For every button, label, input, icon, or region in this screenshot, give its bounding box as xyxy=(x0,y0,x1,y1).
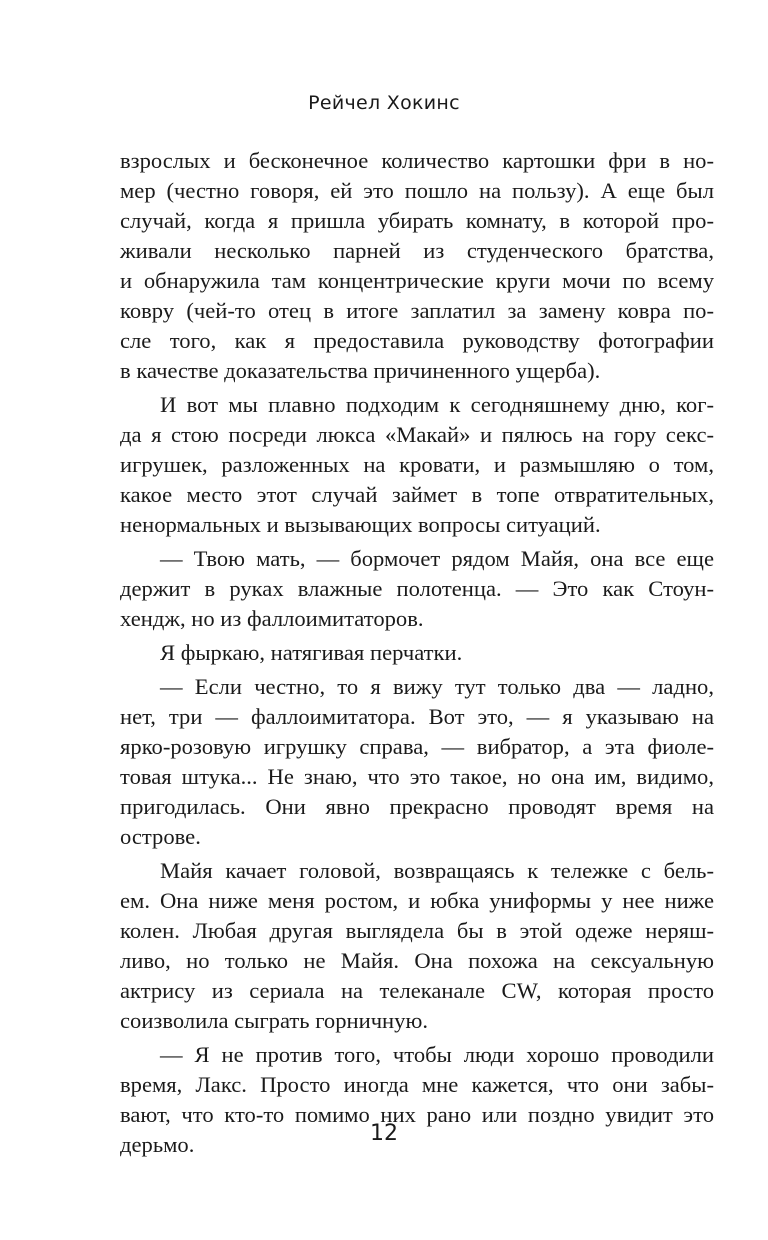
text-line: острове. xyxy=(120,824,201,849)
page-number: 12 xyxy=(370,1121,398,1146)
body-text xyxy=(120,146,714,1160)
text-line: пригодилась. Они явно прекрасно проводят время на xyxy=(120,794,714,819)
text-line: нет, три — фаллоимитатора. Вот это, — я указываю на xyxy=(120,704,714,729)
text-line: — Твою мать, — бормочет рядом Майя, она все еще xyxy=(160,546,714,571)
text-line: Я фыркаю, натягивая перчатки. xyxy=(160,640,463,665)
text-line: хендж, но из фаллоимитаторов. xyxy=(120,606,424,631)
text-line: дерьмо. xyxy=(120,1132,195,1157)
text-line: Майя качает головой, возвращаясь к тележке с бель- xyxy=(160,858,714,883)
text-line: и обнаружила там концентрические круги мочи по всему xyxy=(120,268,714,293)
text-line: игрушек, разложенных на кровати, и размышляю о том, xyxy=(120,452,714,477)
text-line: актрису из сериала на телеканале CW, которая просто xyxy=(120,978,714,1003)
text-line: в качестве доказательства причиненного ущерба). xyxy=(120,358,601,383)
text-line: случай, когда я пришла убирать комнату, в которой про- xyxy=(120,208,714,233)
text-line: ем. Она ниже меня ростом, и юбка униформы у нее ниже xyxy=(120,888,714,913)
text-line: время, Лакс. Просто иногда мне кажется, что они забы- xyxy=(120,1072,714,1097)
text-line: колен. Любая другая выглядела бы в этой одеже неряш- xyxy=(120,918,714,943)
text-line: да я стою посреди люкса «Макай» и пялюсь на гору секс- xyxy=(120,422,714,447)
text-line: ярко-розовую игрушку справа, — вибратор, а эта фиоле- xyxy=(120,734,714,759)
text-line: живали несколько парней из студенческого братства, xyxy=(120,238,714,263)
text-line: ненормальных и вызывающих вопросы ситуаций. xyxy=(120,512,601,537)
text-line: — Я не против того, чтобы люди хорошо проводили xyxy=(160,1042,714,1067)
text-line: — Если честно, то я вижу тут только два — ладно, xyxy=(160,674,714,699)
text-line: вают, что кто-то помимо них рано или поздно увидит это xyxy=(120,1102,714,1127)
text-line: держит в руках влажные полотенца. — Это как Стоун- xyxy=(120,576,714,601)
text-line: И вот мы плавно подходим к сегодняшнему дню, ког- xyxy=(160,392,714,417)
text-line: ковру (чей-то отец в итоге заплатил за замену ковра по- xyxy=(120,298,714,323)
text-line: какое место этот случай займет в топе отвратительных, xyxy=(120,482,714,507)
text-line: ливо, но только не Майя. Она похожа на сексуальную xyxy=(120,948,714,973)
text-line: мер (честно говоря, ей это пошло на пользу). А еще был xyxy=(120,178,714,203)
text-line: товая штука... Не знаю, что это такое, но она им, видимо, xyxy=(120,764,714,789)
text-line: сле того, как я предоставила руководству фотографии xyxy=(120,328,714,353)
running-head-author: Рейчел Хокинс xyxy=(308,92,460,114)
text-line: соизволила сыграть горничную. xyxy=(120,1008,428,1033)
text-line: взрослых и бесконечное количество картошки фри в но- xyxy=(120,148,714,173)
